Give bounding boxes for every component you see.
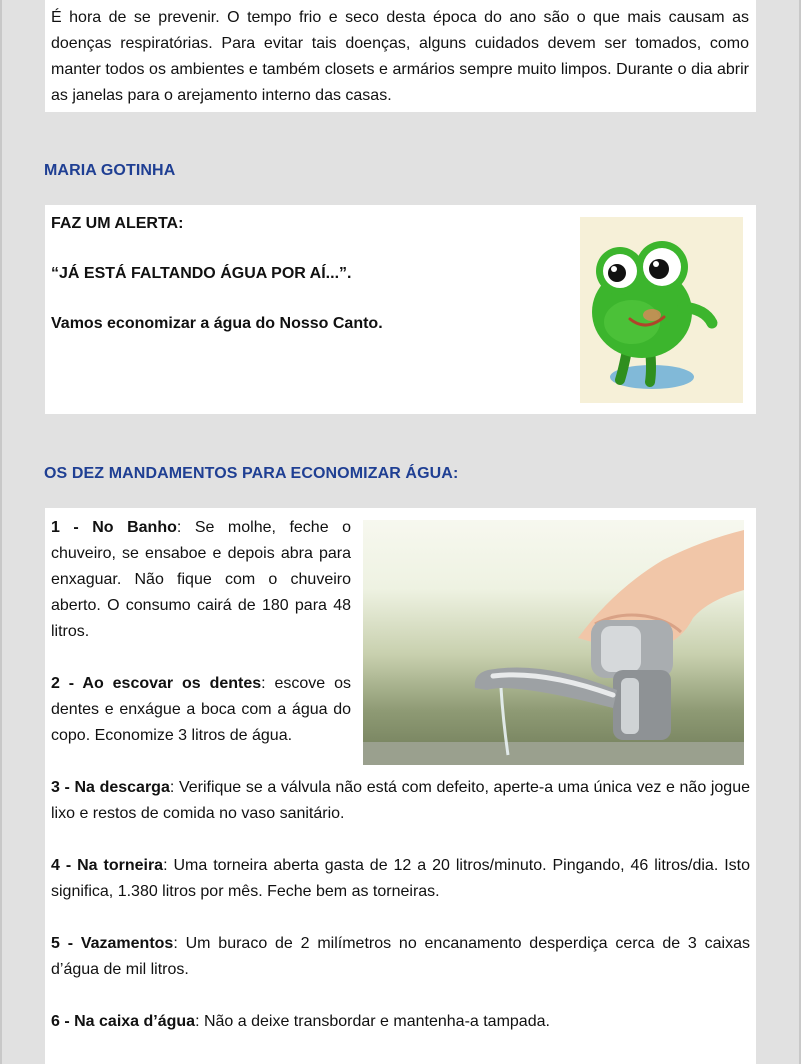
tip-6-text: : Não a deixe transbordar e mantenha-a tampada.: [195, 1013, 550, 1030]
alert-call-to-action: Vamos economizar a água do Nosso Canto.: [51, 315, 383, 332]
tip-4-text: : Uma torneira aberta gasta de 12 a 20 litros/minuto. Pingando, 46 litros/dia. Isto significa, 1.380 litros por mês. Feche bem as torneiras.: [51, 857, 750, 900]
alert-box: [45, 205, 756, 414]
tip-3: [51, 775, 750, 827]
alert-heading: FAZ UM ALERTA:: [51, 215, 184, 232]
frog-illustration: [580, 217, 743, 403]
left-border: [0, 0, 2, 1064]
tip-3-text: : Verifique se a válvula não está com defeito, aperte-a uma única vez e não jogue lixo e restos de comida no vaso sanitário.: [51, 779, 750, 822]
tip-5-label: 5 - Vazamentos: [51, 935, 174, 952]
tip-2-text: : escove os dentes e enxágue a boca com a água do copo. Economize 3 litros de água.: [51, 675, 351, 744]
faucet-photo-illustration: [363, 520, 744, 765]
section-title-maria-gotinha: MARIA GOTINHA: [44, 162, 176, 179]
tip-6: [51, 1009, 750, 1035]
tip-5: [51, 931, 750, 983]
tip-4-label: 4 - Na torneira: [51, 857, 164, 874]
tip-1-label: 1 - No Banho: [51, 519, 177, 536]
tip-4: [51, 853, 750, 905]
tip-6-label: 6 - Na caixa d’água: [51, 1013, 196, 1030]
faucet-image: [363, 520, 744, 765]
tip-2-label: 2 - Ao escovar os dentes: [51, 675, 262, 692]
alert-quote: “JÁ ESTÁ FALTANDO ÁGUA POR AÍ...”.: [51, 265, 352, 282]
intro-box: [45, 0, 756, 112]
tip-5-text: : Um buraco de 2 milímetros no encanamento desperdiça cerca de 3 caixas d’água de mil litros.: [51, 935, 750, 978]
tip-3-label: 3 - Na descarga: [51, 779, 170, 796]
section-title-dez-mandamentos: OS DEZ MANDAMENTOS PARA ECONOMIZAR ÁGUA:: [44, 465, 459, 482]
tips-box: [45, 508, 756, 1064]
frog-image: [580, 217, 743, 403]
intro-paragraph: É hora de se prevenir. O tempo frio e seco desta época do ano são o que mais causam as doenças respiratórias. Para evitar tais doenças, alguns cuidados devem ser tomados, como manter todos os ambientes e também closets e armários sempre muito limpos. Durante o dia abrir as janelas para o arejamento interno das casas.: [51, 9, 749, 104]
tip-1-text: : Se molhe, feche o chuveiro, se ensaboe e depois abra para enxaguar. Não fique com o chuveiro aberto. O consumo cairá de 180 para 48 litros.: [51, 519, 352, 640]
